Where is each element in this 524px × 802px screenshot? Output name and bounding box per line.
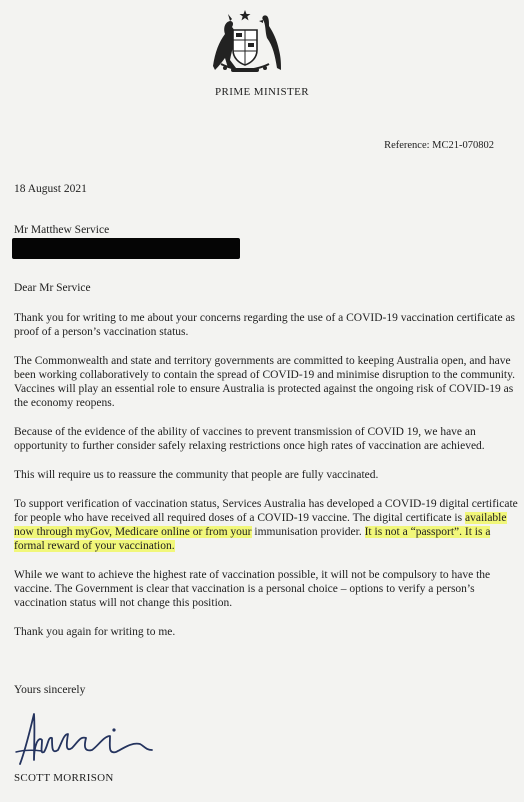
paragraph: Because of the evidence of the ability of vaccines to prevent transmission of COVID 19, we have an opportunity to further consider safely relaxing restrictions once high rates of vaccination are achieved. [14,426,485,452]
reference-number: Reference: MC21-070802 [384,140,494,151]
paragraph: Thank you again for writing to me. [14,626,176,638]
salutation: Dear Mr Service [14,282,91,294]
letterhead-office: PRIME MINISTER [215,86,309,98]
signer-name: SCOTT MORRISON [14,772,114,784]
paragraph-verification [14,497,519,553]
highlighted-text: It is not a “passport”. It is a formal reward of your vaccination. [14,526,491,552]
handwritten-signature [12,706,162,768]
closing: Yours sincerely [14,684,86,696]
addressee-name: Mr Matthew Service [14,224,110,236]
paragraph: This will require us to reassure the community that people are fully vaccinated. [14,469,379,481]
paragraph-text: immunisation provider. [251,526,365,538]
paragraph: Thank you for writing to me about your concerns regarding the use of a COVID-19 vaccination certificate as proof of a person’s vaccination status. [14,312,516,338]
letter-body [14,311,519,654]
coat-of-arms-icon [203,8,287,74]
letter-date: 18 August 2021 [14,183,87,195]
paragraph: While we want to achieve the highest rate of vaccination possible, it will not be compulsory to have the vaccine. The Government is clear that vaccination is a personal choice – options to verify a person’s vaccination status will not change this position. [14,569,491,609]
redacted-address [12,238,240,259]
highlighted-text: available now through myGov, Medicare online or from your [14,512,507,538]
paragraph-text: To support verification of vaccination status, Services Australia has developed a COVID-19 digital certificate for people who have received all required doses of a COVID-19 vaccine. The digital certificate is [14,498,518,524]
paragraph: The Commonwealth and state and territory governments are committed to keeping Australia open, and have been working collaboratively to contain the spread of COVID-19 and minimise disruption to the community. Vaccines will play an essential role to ensure Australia is protected against the ongoing risk of COVID-19 as the economy reopens. [14,355,515,409]
